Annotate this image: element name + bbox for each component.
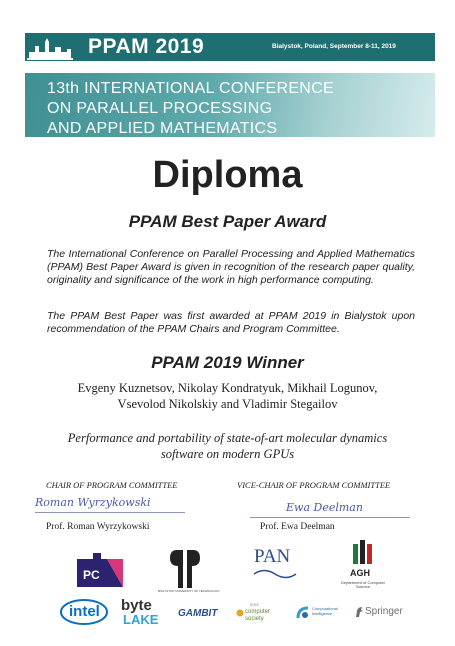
chair-signature-line <box>35 512 185 513</box>
agh-logo <box>340 540 386 596</box>
paper-title <box>40 430 415 462</box>
computer-society-text: computer society <box>245 609 271 622</box>
byte-logo-text: byte <box>121 597 152 614</box>
authors-line: Evgeny Kuznetsov, Nikolay Kondratyuk, Mikhail Logunov, <box>77 381 378 395</box>
diploma-heading: Diploma <box>152 154 303 196</box>
authors-line: Vsevolod Nikolskiy and Vladimir Stegailov <box>117 397 338 411</box>
award-title: PPAM Best Paper Award <box>128 212 327 231</box>
university-logo-text: BIALYSTOK UNIVERSITY OF TECHNOLOGY <box>158 589 220 593</box>
location-date: Bialystok, Poland, September 8-11, 2019 <box>272 43 396 50</box>
vice-chair-signature: Ewa Deelman <box>286 501 363 514</box>
computational-intelligence-icon <box>296 606 310 620</box>
pc-logo <box>77 553 123 587</box>
computer-society-small-text: IEEE <box>250 602 260 607</box>
conference-line: 13th INTERNATIONAL CONFERENCE <box>47 80 334 97</box>
intel-logo <box>60 598 108 626</box>
paper-title-line: Performance and portability of state-of-art molecular dynamics <box>67 431 388 445</box>
lake-logo-text: LAKE <box>123 612 159 627</box>
agh-department-text: Department of Computer Science <box>340 580 386 589</box>
agh-logo-text: AGH <box>350 568 370 578</box>
award-history: The PPAM Best Paper was first awarded at PPAM 2019 in Bialystok upon recommendation of the PPAM Chairs and Program Committee. <box>47 310 415 335</box>
university-emblem-icon <box>158 542 220 596</box>
intel-logo-text: intel <box>69 603 100 620</box>
authors <box>40 380 415 412</box>
vice-chair-signature-line <box>250 517 410 518</box>
vice-chair-role-label: VICE-CHAIR OF PROGRAM COMMITTEE <box>237 480 391 490</box>
paper-title-line: software on modern GPUs <box>160 447 295 461</box>
chair-signature: Roman Wyrzykowski <box>35 496 151 509</box>
gambit-logo-text: GAMBIT <box>178 608 218 619</box>
chair-name: Prof. Roman Wyrzykowski <box>46 522 150 532</box>
gambit-logo <box>178 607 222 621</box>
conference-name <box>47 79 334 139</box>
computer-society-icon <box>236 609 244 617</box>
springer-logo-text: Springer <box>365 606 403 617</box>
computer-society-logo <box>236 603 282 625</box>
conference-logo-title: PPAM 2019 <box>88 35 205 58</box>
pan-wave-icon <box>252 567 298 581</box>
agh-emblem-icon <box>351 540 375 566</box>
computational-intelligence-text: Computational Intelligence <box>312 606 338 616</box>
bialystok-university-logo <box>158 542 220 596</box>
pan-logo-text: PAN <box>254 546 291 567</box>
springer-logo <box>354 605 402 621</box>
award-description: The International Conference on Parallel Processing and Applied Mathematics (PPAM) Best Paper Award is given in recognition of the research paper quality, originality and significance of the work in high performance computing. <box>47 248 415 286</box>
conference-line: AND APPLIED MATHEMATICS <box>47 120 278 137</box>
conference-line: ON PARALLEL PROCESSING <box>47 100 273 117</box>
springer-horse-icon <box>354 606 364 618</box>
bytelake-logo <box>121 598 165 628</box>
winner-heading: PPAM 2019 Winner <box>151 353 304 372</box>
skyline-icon <box>27 36 73 60</box>
vice-chair-name: Prof. Ewa Deelman <box>260 522 335 532</box>
chair-role-label: CHAIR OF PROGRAM COMMITTEE <box>46 480 178 490</box>
pc-logo-text: PC <box>83 568 100 582</box>
computational-intelligence-logo <box>296 603 342 625</box>
pan-logo <box>252 547 298 581</box>
